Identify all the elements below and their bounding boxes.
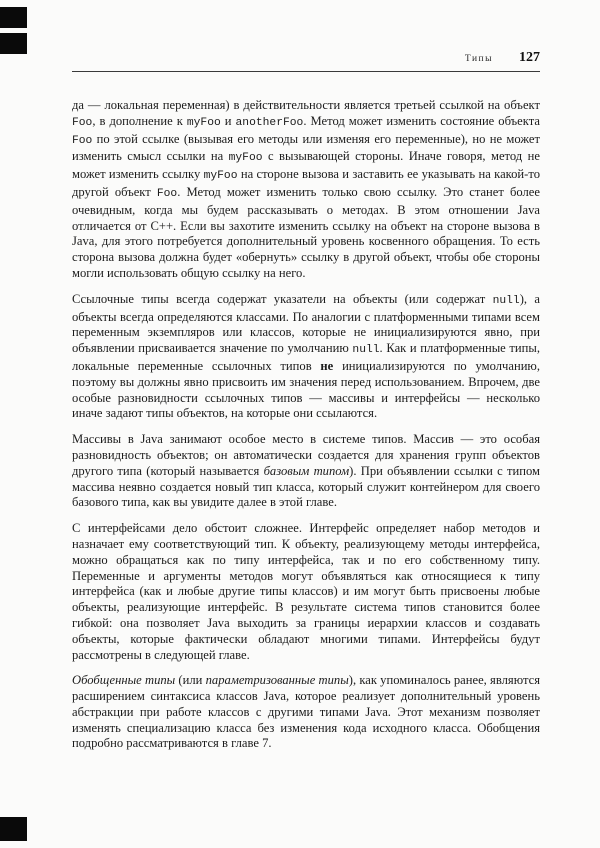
paragraph	[72, 292, 540, 422]
text-run: да — локальная переменная) в действительности является третьей ссылкой на объект	[72, 98, 540, 112]
paragraph	[72, 521, 540, 663]
text-run: (или	[175, 673, 206, 688]
code-run: Foo	[72, 134, 93, 147]
text-run: С интерфейсами дело обстоит сложнее. Интерфейс определяет набор методов и назначает ему соответствующий тип. К объекту, реализующему методы интерфейса, можно обращаться как по типу интерфейса, так и по его собственному типу. Переменные и аргументы методов могут объявляться как относящиеся к типу интерфейса (как и любые другие типы классов) и им могут быть присвоены любые объекты, реализующие интерфейс. В результате система типов становится более гибкой: она позволяет Java выходить за границы иерархии классов и создавать объекты, которые фактически обладают многими типами. Интерфейсы будут рассмотрены в следующей главе.	[72, 521, 540, 662]
code-run: Foo	[156, 187, 178, 200]
code-run: null	[492, 294, 520, 307]
text-run: инициализируются по умолчанию, поэтому вы должны явно присвоить им значения перед использованием. Впрочем, две особые разновидности ссылочных типов — массивы и интерфейсы — несколько иначе задают типы объектов, на которые они ссылаются.	[72, 358, 540, 421]
page-body	[72, 98, 540, 752]
text-run: параметризованные типы	[205, 673, 349, 688]
page-header	[72, 50, 540, 66]
code-run: Foo	[72, 116, 93, 129]
paragraph	[72, 432, 540, 511]
text-run: . Метод может изменить состояние объекта	[303, 113, 540, 128]
text-run: на стороне вызова и заставить ее указывать на какой-то другой объект	[72, 167, 540, 199]
text-run: с вызывающей стороны. Иначе говоря, метод не может изменить ссылку	[72, 149, 540, 182]
paragraph	[72, 98, 540, 282]
text-run: базовым типом	[263, 463, 350, 478]
code-run: myFoo	[186, 116, 221, 129]
text-run: ), а объекты всегда определяются классами. По аналогии с платформенными типами всем переменным экземпляров или классов, которые не инициализируются явно, при объявлении присваивается значение по умолчанию	[72, 291, 540, 356]
text-run: ), как упоминалось ранее, являются расширением синтаксиса классов Java, которое реализует дополнительный уровень абстракции при работе классов с другими типами Java. Этот механизм позволяет изменять специализацию класса без изменения кода исходного класса. Обобщения подробно рассматриваются в главе 7.	[72, 673, 540, 751]
text-run: Обобщенные типы	[72, 673, 176, 688]
print-mark-top-2	[0, 33, 27, 54]
paragraph	[72, 673, 540, 752]
text-run: по этой ссылке (вызывая его методы или изменяя его переменные), но не может изменить смысл ссылки на	[72, 131, 540, 164]
text-run: Ссылочные типы всегда содержат указатели на объекты (или содержат	[72, 291, 493, 306]
code-run: anotherFoo	[235, 116, 304, 129]
print-mark-bottom	[0, 817, 27, 841]
code-run: myFoo	[228, 152, 263, 165]
page-number: 127	[519, 50, 540, 65]
running-head: Типы	[464, 54, 493, 64]
print-mark-top-1	[0, 7, 27, 28]
text-run: ). При объявлении ссылки с типом массива неявно создается новый тип класса, который служит контейнером для своего базового типа, как вы увидите далее в этой главе.	[72, 463, 541, 510]
text-run: не	[320, 358, 334, 373]
text-run: , в дополнение к	[92, 113, 187, 128]
text-run: Массивы в Java занимают особое место в системе типов. Массив — это особая разновидность объектов; он автоматически создается для хранения групп объектов другого типа (который называется	[72, 432, 540, 478]
header-rule	[72, 71, 540, 72]
code-run: myFoo	[203, 170, 238, 183]
text-run: и	[220, 113, 236, 128]
text-run: . Метод может изменить только свою ссылку. Это станет более очевидным, когда мы будем рассказывать о методах. В этом отношении Java отличается от C++. Если вы захотите изменить ссылку на объект на стороне вызова в Java, для этого потребуется дополнительный уровень косвенного обращения. То есть сторона вызова должна будет «обернуть» ссылку в другой объект, чтобы обе стороны могли использовать общую ссылку на него.	[72, 184, 540, 280]
page-content	[72, 0, 540, 762]
text-run: . Как и платформенные типы, локальные переменные ссылочных типов	[72, 341, 540, 373]
code-run: null	[352, 344, 380, 357]
